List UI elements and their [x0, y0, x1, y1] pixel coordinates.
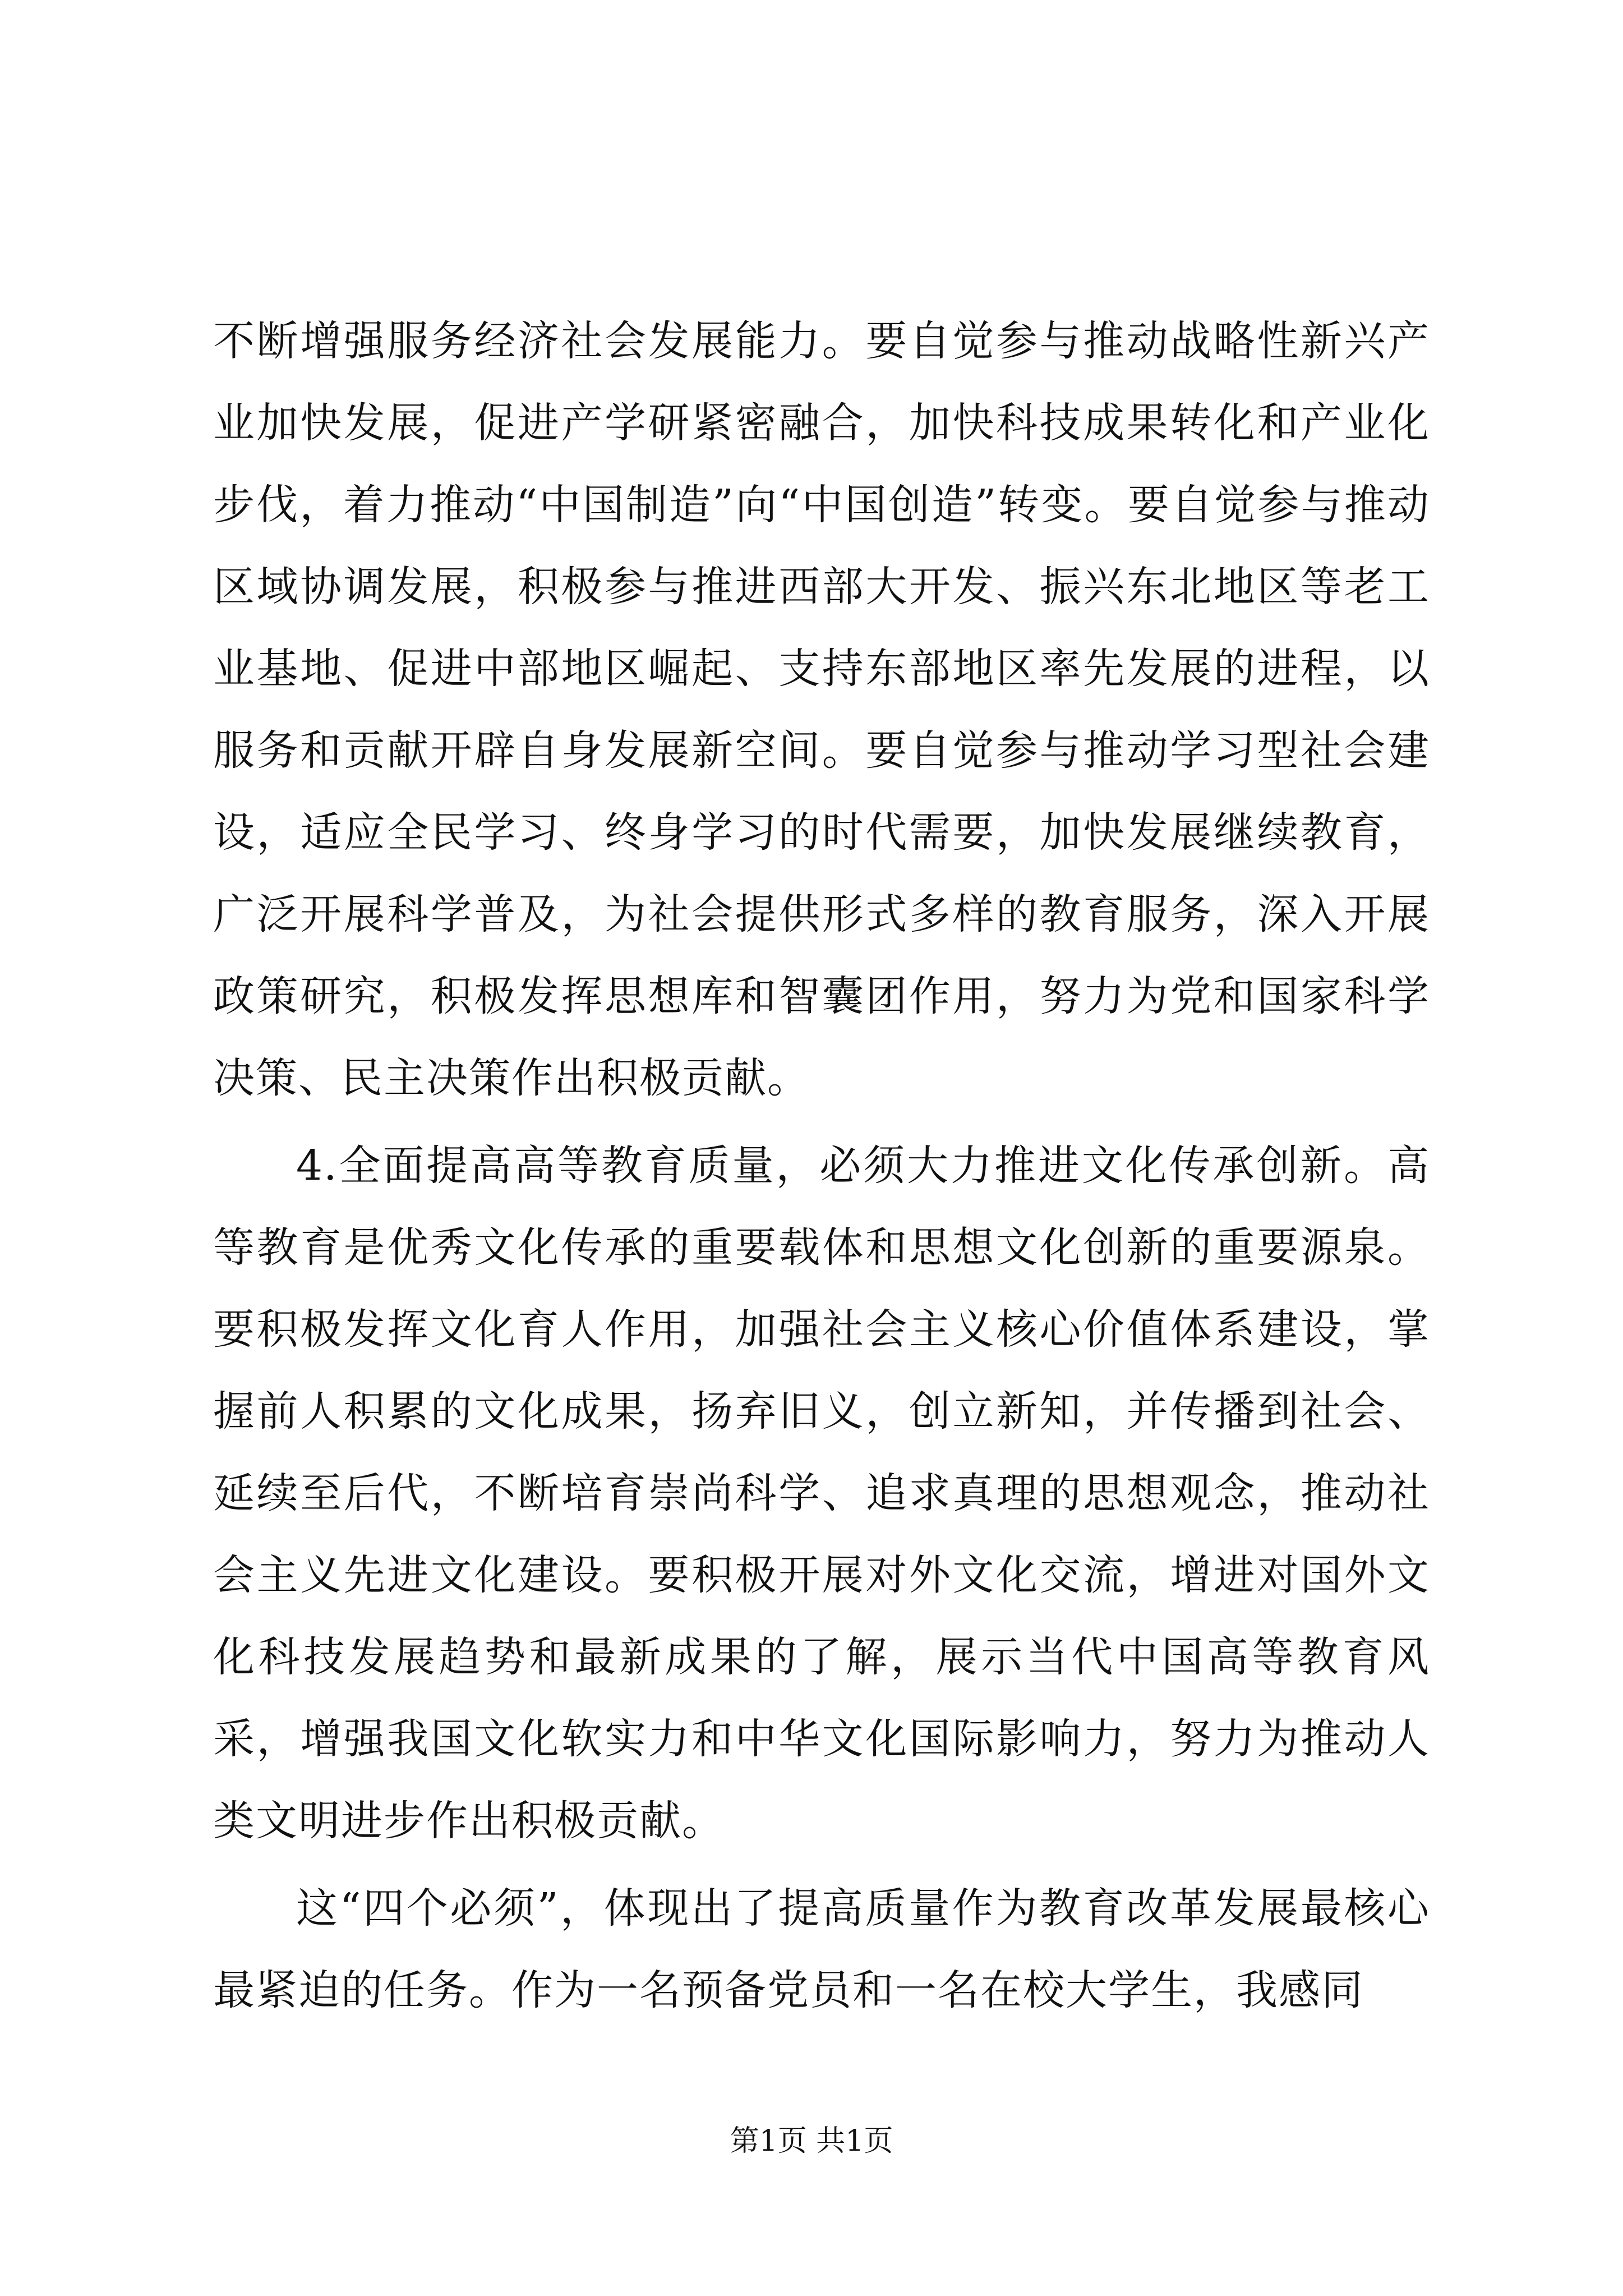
page-footer: 第1页 共1页 [730, 2124, 893, 2158]
document-body [213, 300, 1430, 2031]
paragraph-culture-inheritance: 4.全面提高高等教育质量，必须大力推进文化传承创新。高等教育是优秀文化传承的重要载体和思想文化创新的重要源泉。要积极发挥文化育人作用，加强社会主义核心价值体系建设，掌握前人积累的文化成果，扬弃旧义，创立新知，并传播到社会、延续至后代，不断培育崇尚科学、追求真理的思想观念，推动社会主义先进文化建设。要积极开展对外文化交流，增进对国外文化科技发展趋势和最新成果的了解，展示当代中国高等教育风采，增强我国文化软实力和中华文化国际影响力，努力为推动人类文明进步作出积极贡献。 [213, 1142, 1430, 1845]
paragraph-continuation: 不断增强服务经济社会发展能力。要自觉参与推动战略性新兴产业加快发展，促进产学研紧密融合，加快科技成果转化和产业化步伐，着力推动“中国制造”向“中国创造”转变。要自觉参与推动区域协调发展，积极参与推进西部大开发、振兴东北地区等老工业基地、促进中部地区崛起、支持东部地区率先发展的进程，以服务和贡献开辟自身发展新空间。要自觉参与推动学习型社会建设，适应全民学习、终身学习的时代需要，加快发展继续教育，广泛开展科学普及，为社会提供形式多样的教育服务，深入开展政策研究，积极发挥思想库和智囊团作用，努力为党和国家科学决策、民主决策作出积极贡献。 [213, 317, 1430, 1102]
paragraph-four-musts: 这“四个必须”，体现出了提高质量作为教育改革发展最核心最紧迫的任务。作为一名预备党员和一名在校大学生，我感同 [213, 1884, 1430, 2014]
